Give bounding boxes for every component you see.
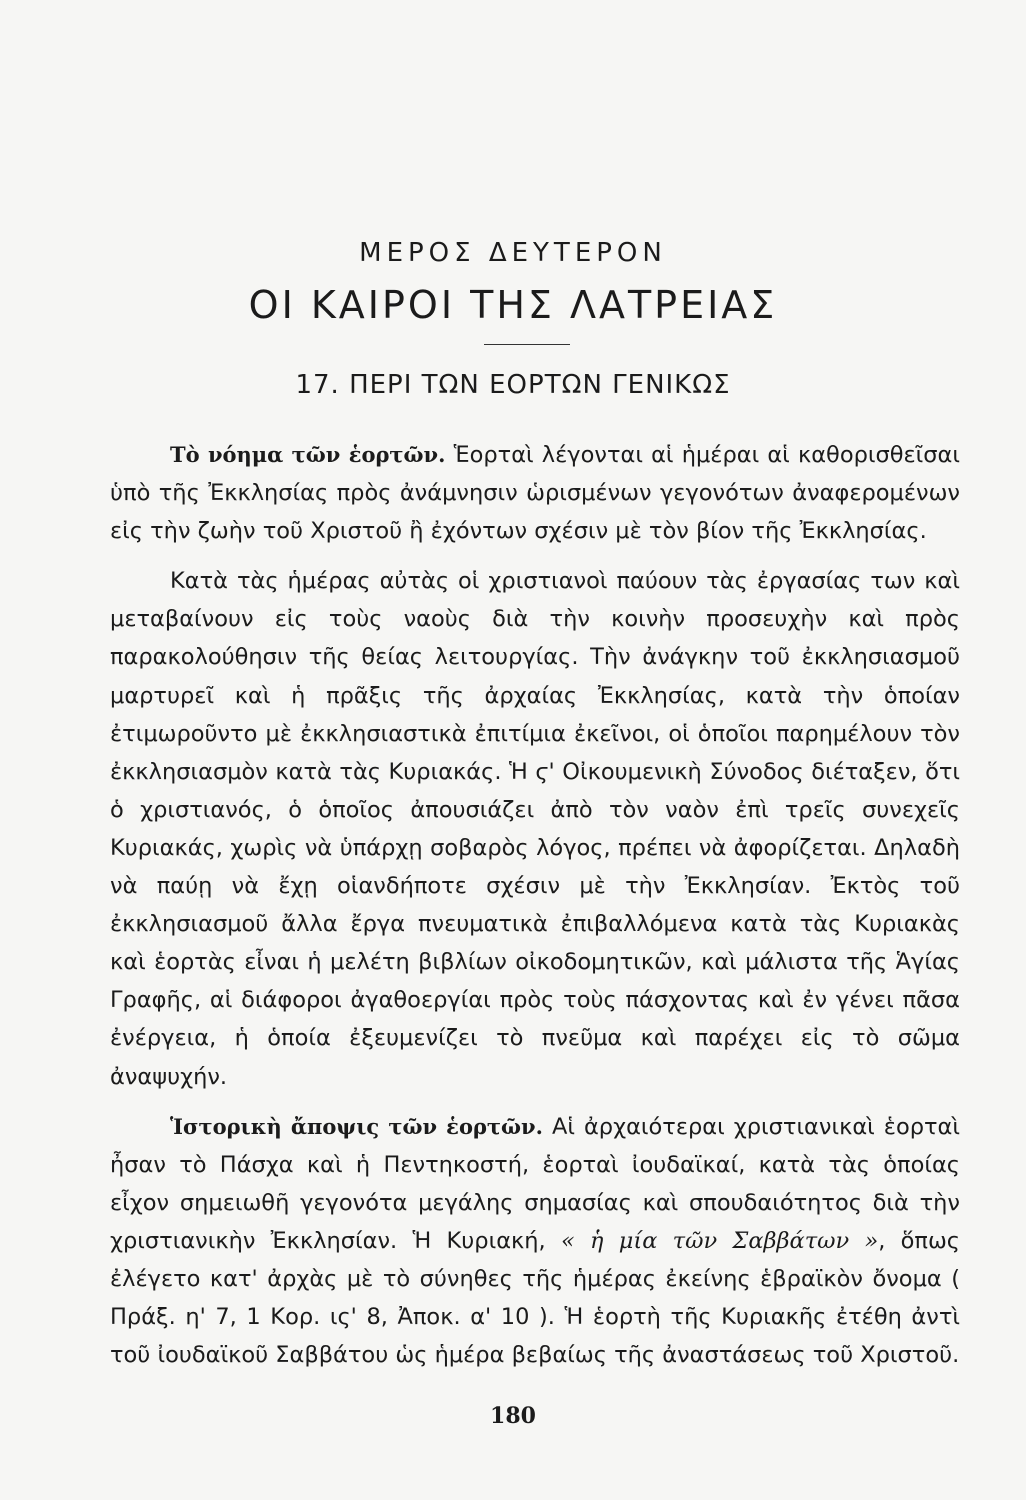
main-title: ΟΙ ΚΑΙΡΟΙ ΤΗΣ ΛΑΤΡΕΙΑΣ bbox=[248, 283, 778, 327]
paragraph-heading: Ἱστορικὴ ἄποψις τῶν ἑορτῶν. bbox=[170, 1113, 543, 1139]
paragraph-history-of-feasts bbox=[110, 1108, 960, 1375]
paragraph-meaning-of-feasts bbox=[110, 436, 960, 550]
paragraph-heading: Τὸ νόημα τῶν ἑορτῶν. bbox=[170, 442, 446, 467]
chapter-title: 17. ΠΕΡΙ ΤΩΝ ΕΟΡΤΩΝ ΓΕΝΙΚΩΣ bbox=[295, 370, 731, 400]
title-divider bbox=[484, 344, 570, 345]
part-title: ΜΕΡΟΣ ΔΕΥΤΕΡΟΝ bbox=[359, 238, 667, 268]
quotation: « ἡ μία τῶν Σαββάτων » bbox=[560, 1227, 879, 1254]
page-number: 180 bbox=[490, 1403, 536, 1429]
paragraph-text: Ἑορταὶ λέγονται αἱ ἡμέραι αἱ καθορισθεῖσαι ὑπὸ τῆς Ἐκκλησίας πρὸς ἀνάμνησιν ὡρισμένων γεγονότων ἀναφερομένων εἰς τὴν ζωὴν τοῦ Χριστοῦ ἢ ἐχόντων σχέσιν μὲ τὸν βίον τῆς Ἐκκλησίας. bbox=[110, 442, 960, 545]
paragraph-text: Αἱ ἀρχαιότεραι χριστιανικαὶ ἑορταὶ ἦσαν τὸ Πάσχα καὶ ἡ Πεντηκοστή, ἑορταὶ ἰουδαϊκαί, κατὰ τὰς ὁποίας εἶχον σημειωθῆ γεγονότα μεγάλης σημασίας καὶ σπουδαιότητος διὰ τὴν χριστιανικὴν Ἐκκλησίαν. Ἡ Κυριακή, bbox=[110, 1113, 960, 1254]
paragraph-church-attendance bbox=[110, 562, 960, 1095]
paragraph-text: , ὅπως ἐλέγετο κατ' ἀρχὰς μὲ τὸ σύνηθες τῆς ἡμέρας ἐκείνης ἑβραϊκὸν ὄνομα ( Πράξ. η' 7, 1 Κορ. ις' 8, Ἀποκ. α' 10 ). Ἡ ἑορτὴ τῆς Κυριακῆς ἐτέθη ἀντὶ τοῦ ἰουδαϊκοῦ Σαββάτου ὡς ἡμέρα βεβαίως τῆς ἀναστάσεως τοῦ Χριστοῦ. bbox=[110, 1227, 961, 1369]
paragraph-text: Κατὰ τὰς ἡμέρας αὐτὰς οἱ χριστιανοὶ παύουν τὰς ἐργασίας των καὶ μεταβαίνουν εἰς τοὺς ναοὺς διὰ τὴν κοινὴν προσευχὴν καὶ πρὸς παρακολούθησιν τῆς θείας λειτουργίας. Τὴν ἀνάγκην τοῦ ἐκκλησιασμοῦ μαρτυρεῖ καὶ ἡ πρᾶξις τῆς ἀρχαίας Ἐκκλησίας, κατὰ τὴν ὁποίαν ἐτιμωροῦντο μὲ ἐκκλησιαστικὰ ἐπιτίμια ἐκεῖνοι, οἱ ὁποῖοι παρημέλουν τὸν ἐκκλησιασμὸν κατὰ τὰς Κυριακάς. Ἡ ϛ' Οἰκουμενικὴ Σύνοδος διέταξεν, ὅτι ὁ χριστιανός, ὁ ὁποῖος ἀπουσιάζει ἀπὸ τὸν ναὸν ἐπὶ τρεῖς συνεχεῖς Κυριακάς, χωρὶς νὰ ὑπάρχῃ σοβαρὸς λόγος, πρέπει νὰ ἀφορίζεται. Δηλαδὴ νὰ παύῃ νὰ ἔχῃ οἱανδήποτε σχέσιν μὲ τὴν Ἐκκλησίαν. Ἐκτὸς τοῦ ἐκκλησιασμοῦ ἄλλα ἔργα πνευματικὰ ἐπιβαλλόμενα κατὰ τὰς Κυριακὰς καὶ ἑορτὰς εἶναι ἡ μελέτη βιβλίων οἰκοδομητικῶν, καὶ μάλιστα τῆς Ἁγίας Γραφῆς, αἱ διάφοροι ἀγαθοεργίαι πρὸς τοὺς πάσχοντας καὶ ἐν γένει πᾶσα ἐνέργεια, ἡ ὁποία ἐξευμενίζει τὸ πνεῦμα καὶ παρέχει εἰς τὸ σῶμα ἀναψυχήν. bbox=[110, 568, 960, 1090]
body-text bbox=[110, 436, 960, 1386]
